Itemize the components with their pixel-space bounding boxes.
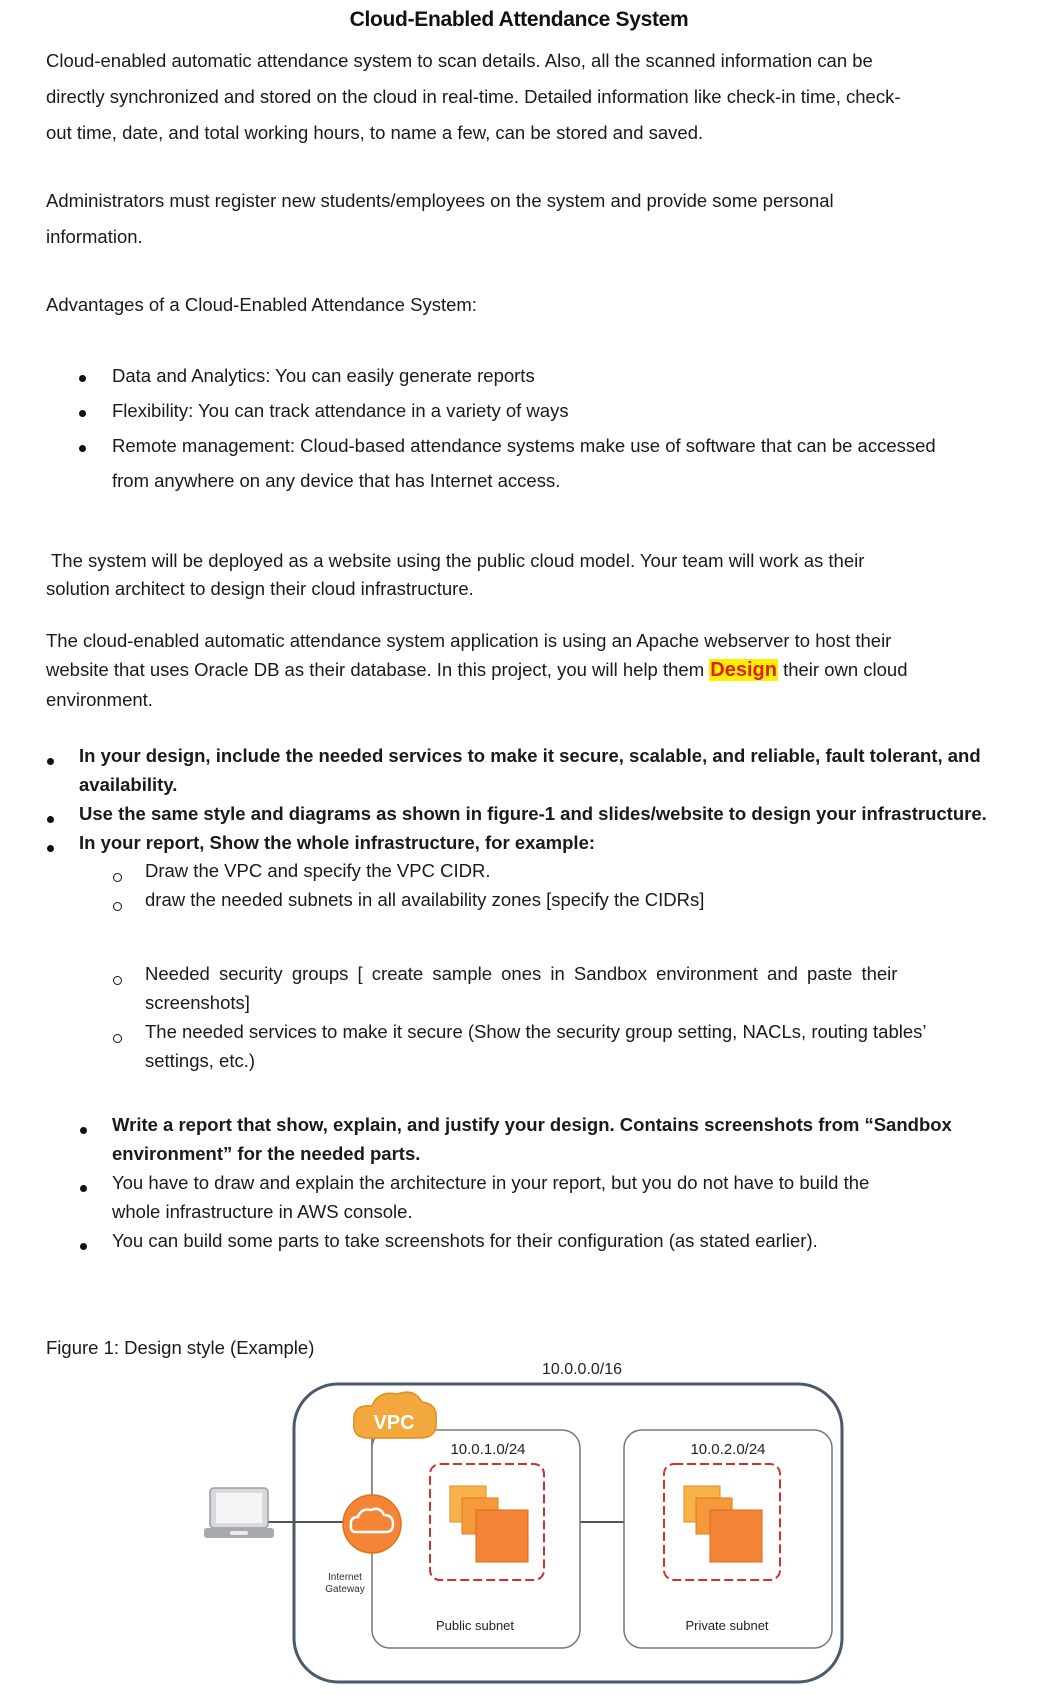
deploy-line: solution architect to design their cloud infrastructure.: [46, 578, 474, 599]
hollow-bullet-icon: [113, 902, 122, 911]
apache-text: website that uses Oracle DB as their database. In this project, you will help them: [46, 659, 710, 680]
advantage-item-continued: from anywhere on any device that has Internet access.: [112, 470, 561, 491]
sub-item-continued: screenshots]: [145, 992, 250, 1013]
requirement-item: Use the same style and diagrams as shown in figure-1 and slides/website to design your infrastructure.: [79, 803, 987, 824]
bullet-icon: [47, 816, 54, 823]
private-subnet-cidr: 10.0.2.0/24: [690, 1441, 766, 1458]
deploy-line: The system will be deployed as a website using the public cloud model. Your team will work as their: [51, 550, 865, 571]
laptop-icon: [204, 1488, 274, 1538]
bullet-icon: [79, 445, 86, 452]
report-item-continued: environment” for the needed parts.: [112, 1143, 421, 1164]
admin-line: information.: [46, 226, 143, 247]
sub-item: draw the needed subnets in all availability zones [specify the CIDRs]: [145, 889, 705, 910]
advantage-item: Data and Analytics: You can easily generate reports: [112, 365, 535, 386]
bullet-icon: [80, 1243, 87, 1250]
apache-line: environment.: [46, 689, 153, 710]
hollow-bullet-icon: [113, 873, 122, 882]
internet-gateway-icon: [343, 1495, 401, 1553]
deploy-paragraph: [46, 547, 996, 603]
apache-line: The cloud-enabled automatic attendance system application is using an Apache webserver to host their: [46, 630, 892, 651]
figure-caption: Figure 1: Design style (Example): [46, 1337, 315, 1358]
bullet-icon: [47, 758, 54, 765]
page-title: Cloud-Enabled Attendance System: [349, 8, 689, 31]
advantages-heading: Advantages of a Cloud-Enabled Attendance System:: [46, 294, 477, 315]
bullet-icon: [79, 410, 86, 417]
report-item-continued: whole infrastructure in AWS console.: [112, 1201, 413, 1222]
intro-paragraph: [46, 43, 996, 151]
hollow-bullet-icon: [113, 1034, 122, 1043]
apache-line: [46, 655, 996, 685]
design-highlight: Design: [710, 659, 777, 681]
sub-item: The needed services to make it secure (Show the security group setting, NACLs, routing tables’: [145, 1021, 927, 1042]
vpc-label: VPC: [373, 1412, 415, 1434]
sub-item-continued: settings, etc.): [145, 1050, 256, 1071]
public-subnet-cidr: 10.0.1.0/24: [450, 1441, 526, 1458]
report-item: Write a report that show, explain, and justify your design. Contains screenshots from “Sandbox: [112, 1114, 952, 1135]
report-item: You have to draw and explain the architecture in your report, but you do not have to build the: [112, 1172, 870, 1193]
bullet-icon: [47, 845, 54, 852]
private-subnet-label: Private subnet: [685, 1618, 769, 1633]
requirement-item: In your report, Show the whole infrastructure, for example:: [79, 832, 596, 853]
vpc-diagram: [0, 1350, 1038, 1698]
hollow-bullet-icon: [113, 976, 122, 985]
intro-line: Cloud-enabled automatic attendance system to scan details. Also, all the scanned information can be: [46, 50, 873, 71]
intro-line: out time, date, and total working hours, to name a few, can be stored and saved.: [46, 122, 704, 143]
igw-label-line1: Internet: [328, 1572, 362, 1583]
sub-item: Draw the VPC and specify the VPC CIDR.: [145, 860, 491, 881]
intro-line: directly synchronized and stored on the cloud in real-time. Detailed information like check-in time, check-: [46, 86, 901, 107]
requirement-item: In your design, include the needed services to make it secure, scalable, and reliable, fault tolerant, and: [79, 745, 981, 766]
bullet-icon: [79, 375, 86, 382]
ec2-instances-icon: [430, 1464, 544, 1580]
admin-line: Administrators must register new students/employees on the system and provide some personal: [46, 190, 834, 211]
report-item: You can build some parts to take screenshots for their configuration (as stated earlier).: [112, 1230, 818, 1251]
sub-item: Needed security groups [ create sample ones in Sandbox environment and paste their: [145, 963, 898, 984]
requirement-item-continued: availability.: [79, 774, 178, 795]
apache-paragraph: [46, 626, 996, 714]
advantage-item: Remote management: Cloud-based attendance systems make use of software that can be accessed: [112, 435, 936, 456]
bullet-icon: [80, 1185, 87, 1192]
apache-text: their own cloud: [777, 659, 908, 680]
advantage-item: Flexibility: You can track attendance in a variety of ways: [112, 400, 569, 421]
admin-paragraph: [46, 183, 996, 255]
bullet-icon: [80, 1127, 87, 1134]
igw-label-line2: Gateway: [325, 1584, 365, 1595]
ec2-instances-icon: [664, 1464, 780, 1580]
vpc-cidr: 10.0.0.0/16: [541, 1361, 623, 1378]
public-subnet-label: Public subnet: [435, 1618, 515, 1633]
